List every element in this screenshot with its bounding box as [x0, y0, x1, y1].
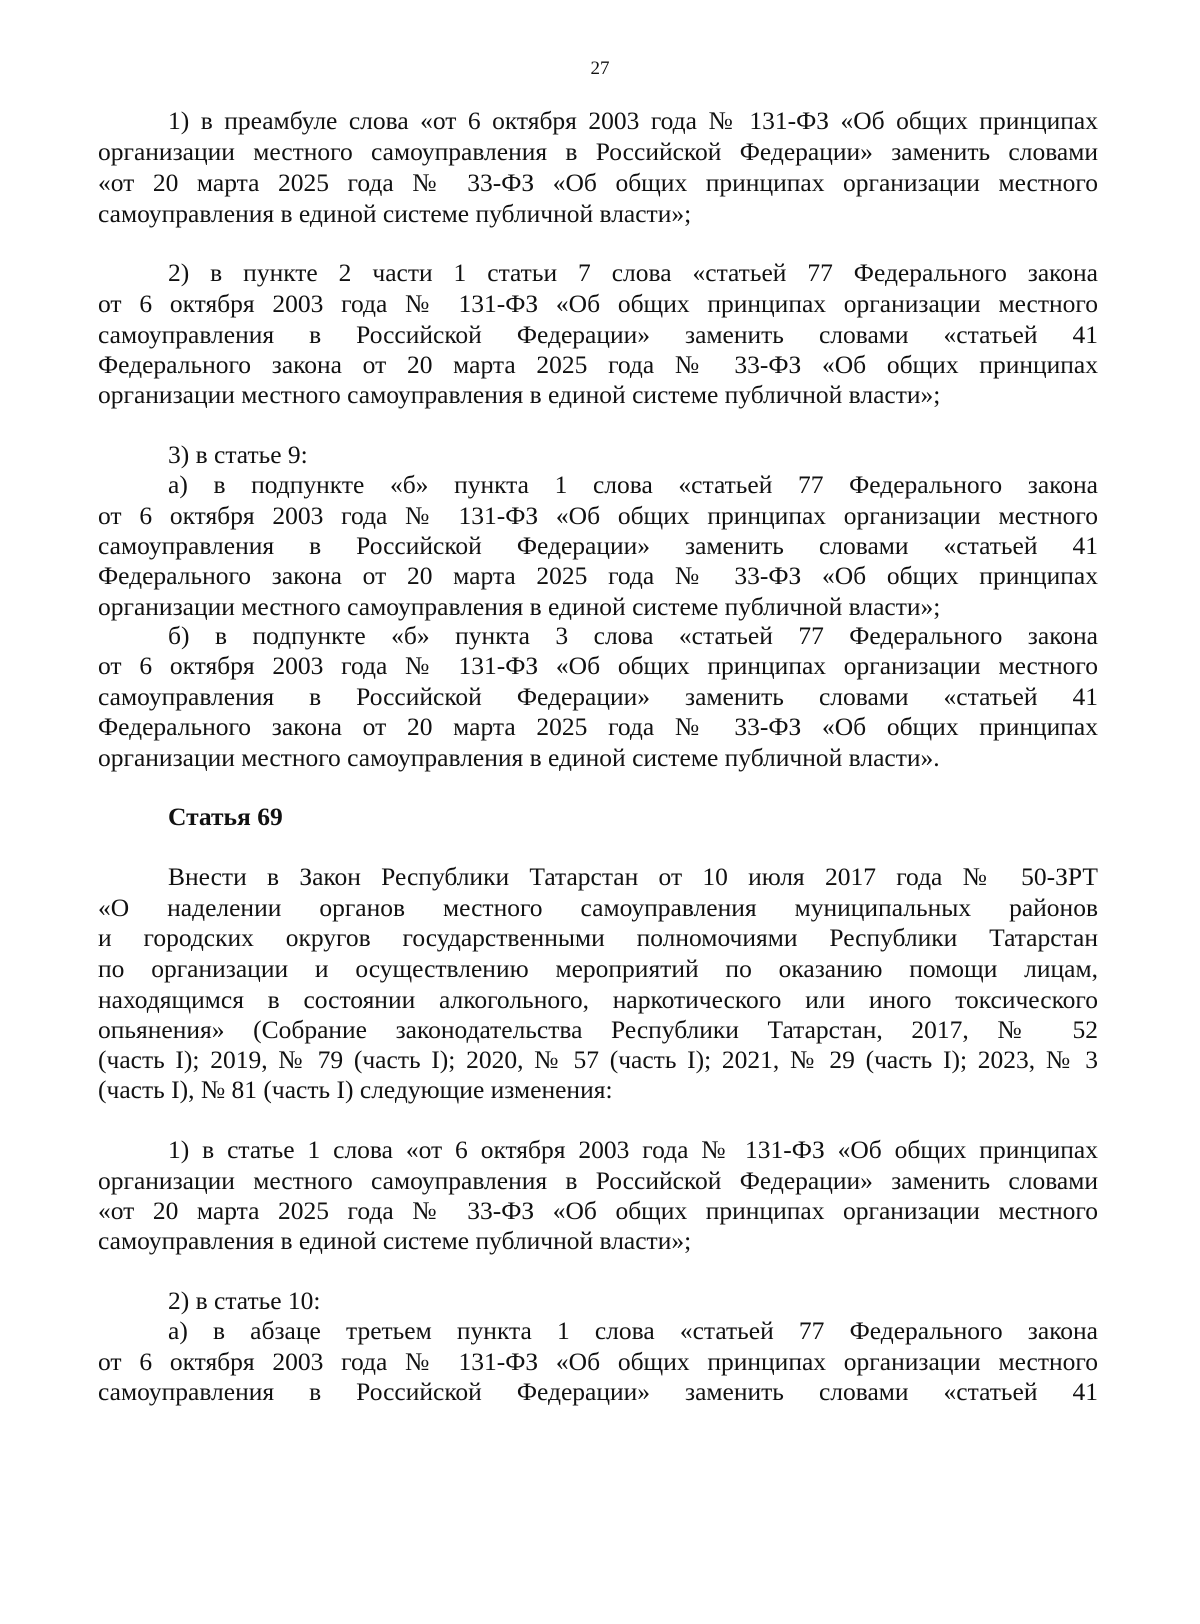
text-line: Федерального закона от 20 марта 2025 года № 33-ФЗ «Об общих принципах — [98, 561, 1098, 590]
text-line: «О наделении органов местного самоуправления муниципальных районов — [98, 893, 1098, 922]
text-line: организации местного самоуправления в Российской Федерации» заменить словами — [98, 1166, 1098, 1195]
text-line: самоуправления в Российской Федерации» заменить словами «статьей 41 — [98, 1377, 1098, 1406]
text-line: самоуправления в единой системе публичной власти»; — [98, 1226, 692, 1255]
text-line: «от 20 марта 2025 года № 33-ФЗ «Об общих принципах организации местного — [98, 1196, 1098, 1225]
text-line: опьянения» (Собрание законодательства Республики Татарстан, 2017, № 52 — [98, 1015, 1098, 1044]
text-line: (часть I); 2019, № 79 (часть I); 2020, № 57 (часть I); 2021, № 29 (часть I); 2023, № 3 — [98, 1045, 1098, 1074]
text-line: (часть I), № 81 (часть I) следующие изменения: — [98, 1075, 613, 1104]
text-line: от 6 октября 2003 года № 131-ФЗ «Об общих принципах организации местного — [98, 289, 1098, 318]
text-line: по организации и осуществлению мероприятий по оказанию помощи лицам, — [98, 954, 1098, 983]
text-line: б) в подпункте «б» пункта 3 слова «статьей 77 Федерального закона — [168, 621, 1098, 650]
page-number: 27 — [590, 58, 610, 79]
text-line: самоуправления в Российской Федерации» заменить словами «статьей 41 — [98, 320, 1098, 349]
text-line: 3) в статье 9: — [168, 440, 308, 469]
text-line: организации местного самоуправления в Российской Федерации» заменить словами — [98, 137, 1098, 166]
text-line: 2) в пункте 2 части 1 статьи 7 слова «статьей 77 Федерального закона — [168, 258, 1098, 287]
text-line: находящимся в состоянии алкогольного, наркотического или иного токсического — [98, 985, 1098, 1014]
text-line: организации местного самоуправления в единой системе публичной власти»; — [98, 380, 941, 409]
text-line: самоуправления в единой системе публичной власти»; — [98, 199, 692, 228]
text-line: а) в абзаце третьем пункта 1 слова «статьей 77 Федерального закона — [168, 1316, 1098, 1345]
text-line: Федерального закона от 20 марта 2025 года № 33-ФЗ «Об общих принципах — [98, 350, 1098, 379]
text-line: от 6 октября 2003 года № 131-ФЗ «Об общих принципах организации местного — [98, 1347, 1098, 1376]
text-line: Федерального закона от 20 марта 2025 года № 33-ФЗ «Об общих принципах — [98, 712, 1098, 741]
text-line: и городских округов государственными полномочиями Республики Татарстан — [98, 923, 1098, 952]
text-line: «от 20 марта 2025 года № 33-ФЗ «Об общих принципах организации местного — [98, 168, 1098, 197]
text-line: организации местного самоуправления в единой системе публичной власти»; — [98, 592, 941, 621]
text-line: Внести в Закон Республики Татарстан от 10 июля 2017 года № 50-ЗРТ — [168, 862, 1098, 891]
text-line: 1) в преамбуле слова «от 6 октября 2003 года № 131-ФЗ «Об общих принципах — [168, 106, 1098, 135]
text-line: 1) в статье 1 слова «от 6 октября 2003 года № 131-ФЗ «Об общих принципах — [168, 1135, 1098, 1164]
text-line: а) в подпункте «б» пункта 1 слова «статьей 77 Федерального закона — [168, 470, 1098, 499]
text-line: от 6 октября 2003 года № 131-ФЗ «Об общих принципах организации местного — [98, 501, 1098, 530]
text-line: организации местного самоуправления в единой системе публичной власти». — [98, 743, 940, 772]
text-line: самоуправления в Российской Федерации» заменить словами «статьей 41 — [98, 531, 1098, 560]
text-line: 2) в статье 10: — [168, 1286, 321, 1315]
article-heading: Статья 69 — [168, 802, 283, 831]
text-line: самоуправления в Российской Федерации» заменить словами «статьей 41 — [98, 682, 1098, 711]
text-line: от 6 октября 2003 года № 131-ФЗ «Об общих принципах организации местного — [98, 651, 1098, 680]
